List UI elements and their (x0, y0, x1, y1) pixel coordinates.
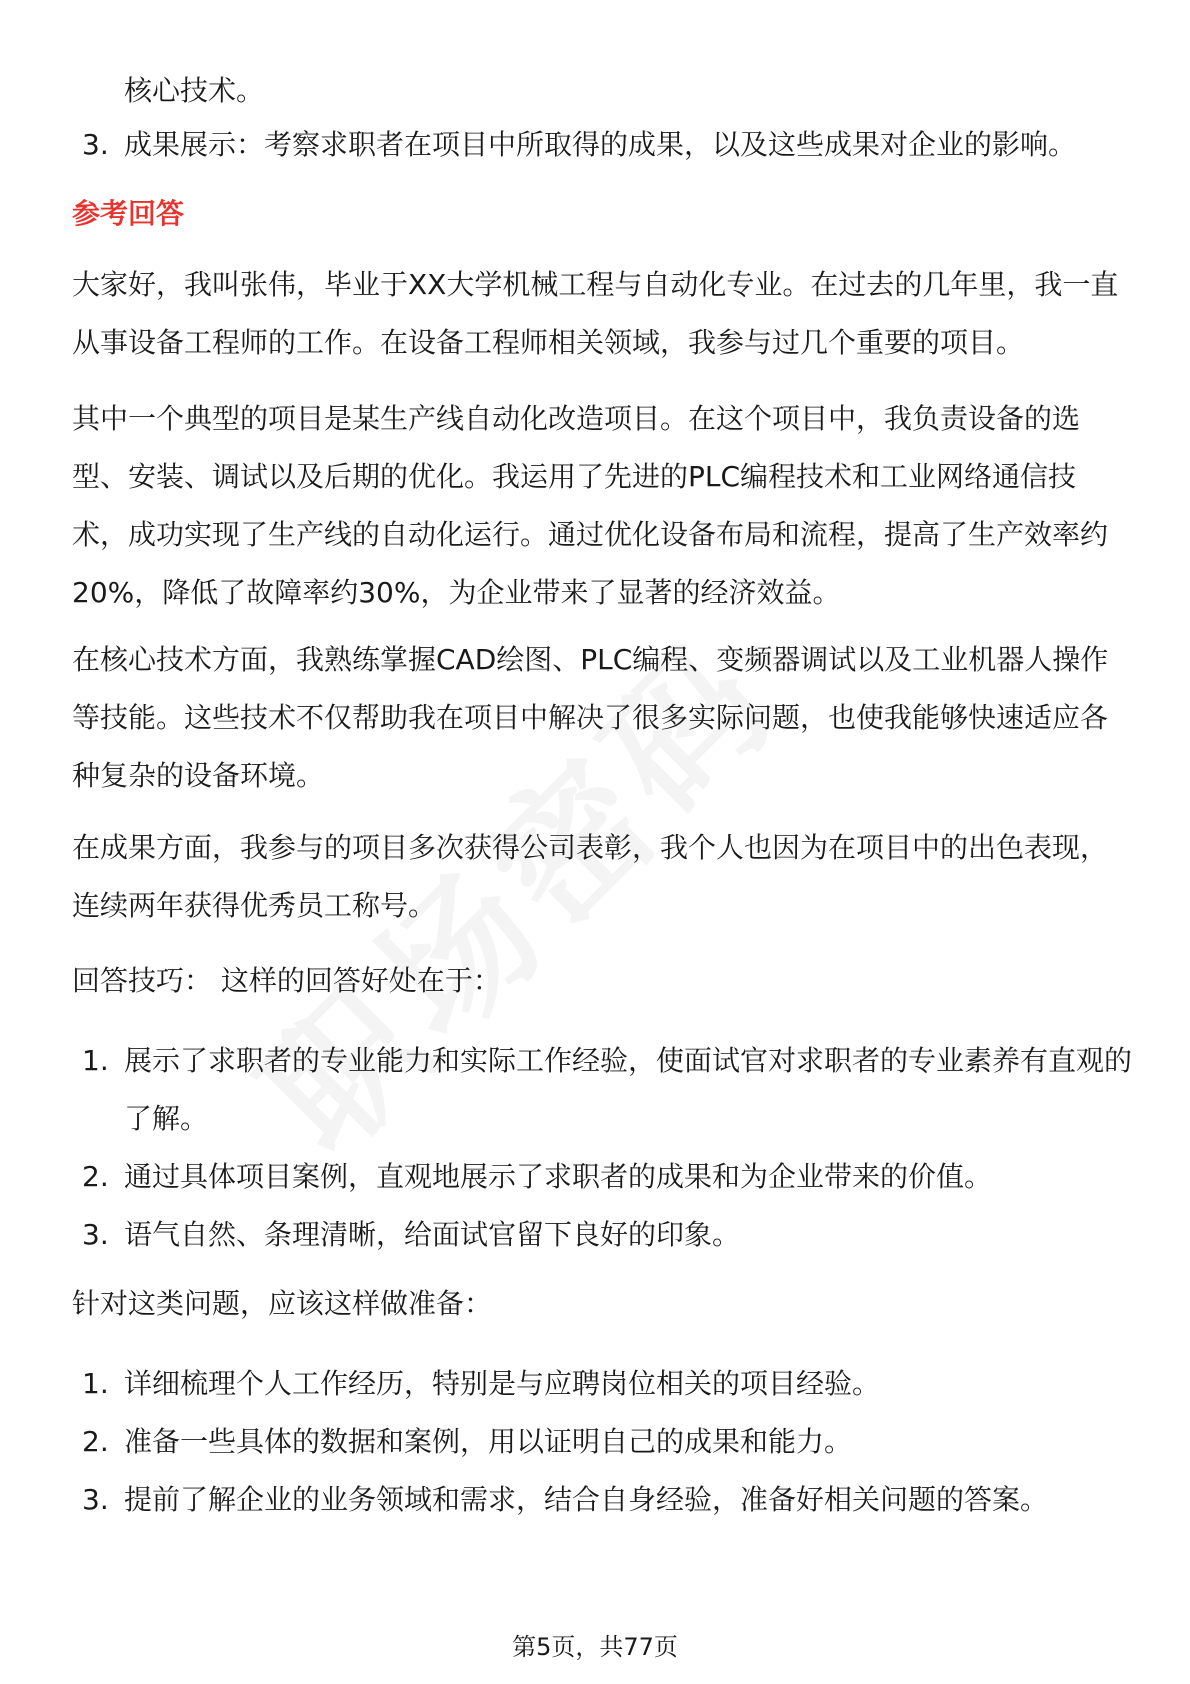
list-number: 3. (82, 1218, 109, 1251)
list-item-text: 通过具体项目案例，直观地展示了求职者的成果和为企业带来的价值。 (124, 1160, 993, 1193)
list-item (72, 1413, 1132, 1471)
paragraph-intro: 大家好，我叫张伟，毕业于XX大学机械工程与自动化专业。在过去的几年里，我一直从事设备工程师的工作。在设备工程师相关领域，我参与过几个重要的项目。 (72, 268, 1119, 359)
list-item-text: 提前了解企业的业务领域和需求，结合自身经验，准备好相关问题的答案。 (124, 1483, 1049, 1516)
paragraph-core-tech: 在核心技术方面，我熟练掌握CAD绘图、PLC编程、变频器调试以及工业机器人操作等技能。这些技术不仅帮助我在项目中解决了很多实际问题，也使我能够快速适应各种复杂的设备环境。 (72, 643, 1109, 792)
list-item (72, 1471, 1132, 1529)
list-number: 1. (82, 1367, 109, 1400)
list-item-text: 语气自然、条理清晰，给面试官留下良好的印象。 (124, 1218, 741, 1251)
section-heading: 参考回答 (72, 197, 185, 230)
list-item (72, 1148, 1132, 1206)
list-number: 2. (82, 1425, 109, 1458)
list-item (72, 1206, 1132, 1264)
list-item (72, 1355, 1132, 1413)
paragraph-achievements: 在成果方面，我参与的项目多次获得公司表彰，我个人也因为在项目中的出色表现，连续两年获得优秀员工称号。 (72, 831, 1109, 922)
list-item (72, 116, 1132, 174)
list-item-text: 展示了求职者的专业能力和实际工作经验，使面试官对求职者的专业素养有直观的了解。 (124, 1044, 1133, 1135)
list-item (72, 1032, 1132, 1148)
paragraph-project: 其中一个典型的项目是某生产线自动化改造项目。在这个项目中，我负责设备的选型、安装、调试以及后期的优化。我运用了先进的PLC编程技术和工业网络通信技术，成功实现了生产线的自动化运行。通过优化设备布局和流程，提高了生产效率约20%，降低了故障率约30%，为企业带来了显著的经济效益。 (72, 402, 1109, 609)
list-number: 3. (82, 128, 109, 161)
prep-intro: 针对这类问题，应该这样做准备： (72, 1287, 493, 1320)
list-number: 2. (82, 1160, 109, 1193)
page-footer: 第5页，共77页 (512, 1633, 678, 1661)
list-number: 3. (82, 1483, 109, 1516)
list-number: 1. (82, 1044, 109, 1077)
tips-intro: 回答技巧： 这样的回答好处在于： (72, 964, 501, 997)
criteria-list (72, 116, 1132, 174)
list-item-text: 准备一些具体的数据和案例，用以证明自己的成果和能力。 (124, 1425, 853, 1458)
tips-list (72, 1032, 1132, 1264)
list-item-text: 详细梳理个人工作经历，特别是与应聘岗位相关的项目经验。 (124, 1367, 881, 1400)
list-continuation: 核心技术。 (124, 74, 265, 107)
prep-list (72, 1355, 1132, 1529)
list-item-text: 成果展示：考察求职者在项目中所取得的成果，以及这些成果对企业的影响。 (124, 128, 1077, 161)
